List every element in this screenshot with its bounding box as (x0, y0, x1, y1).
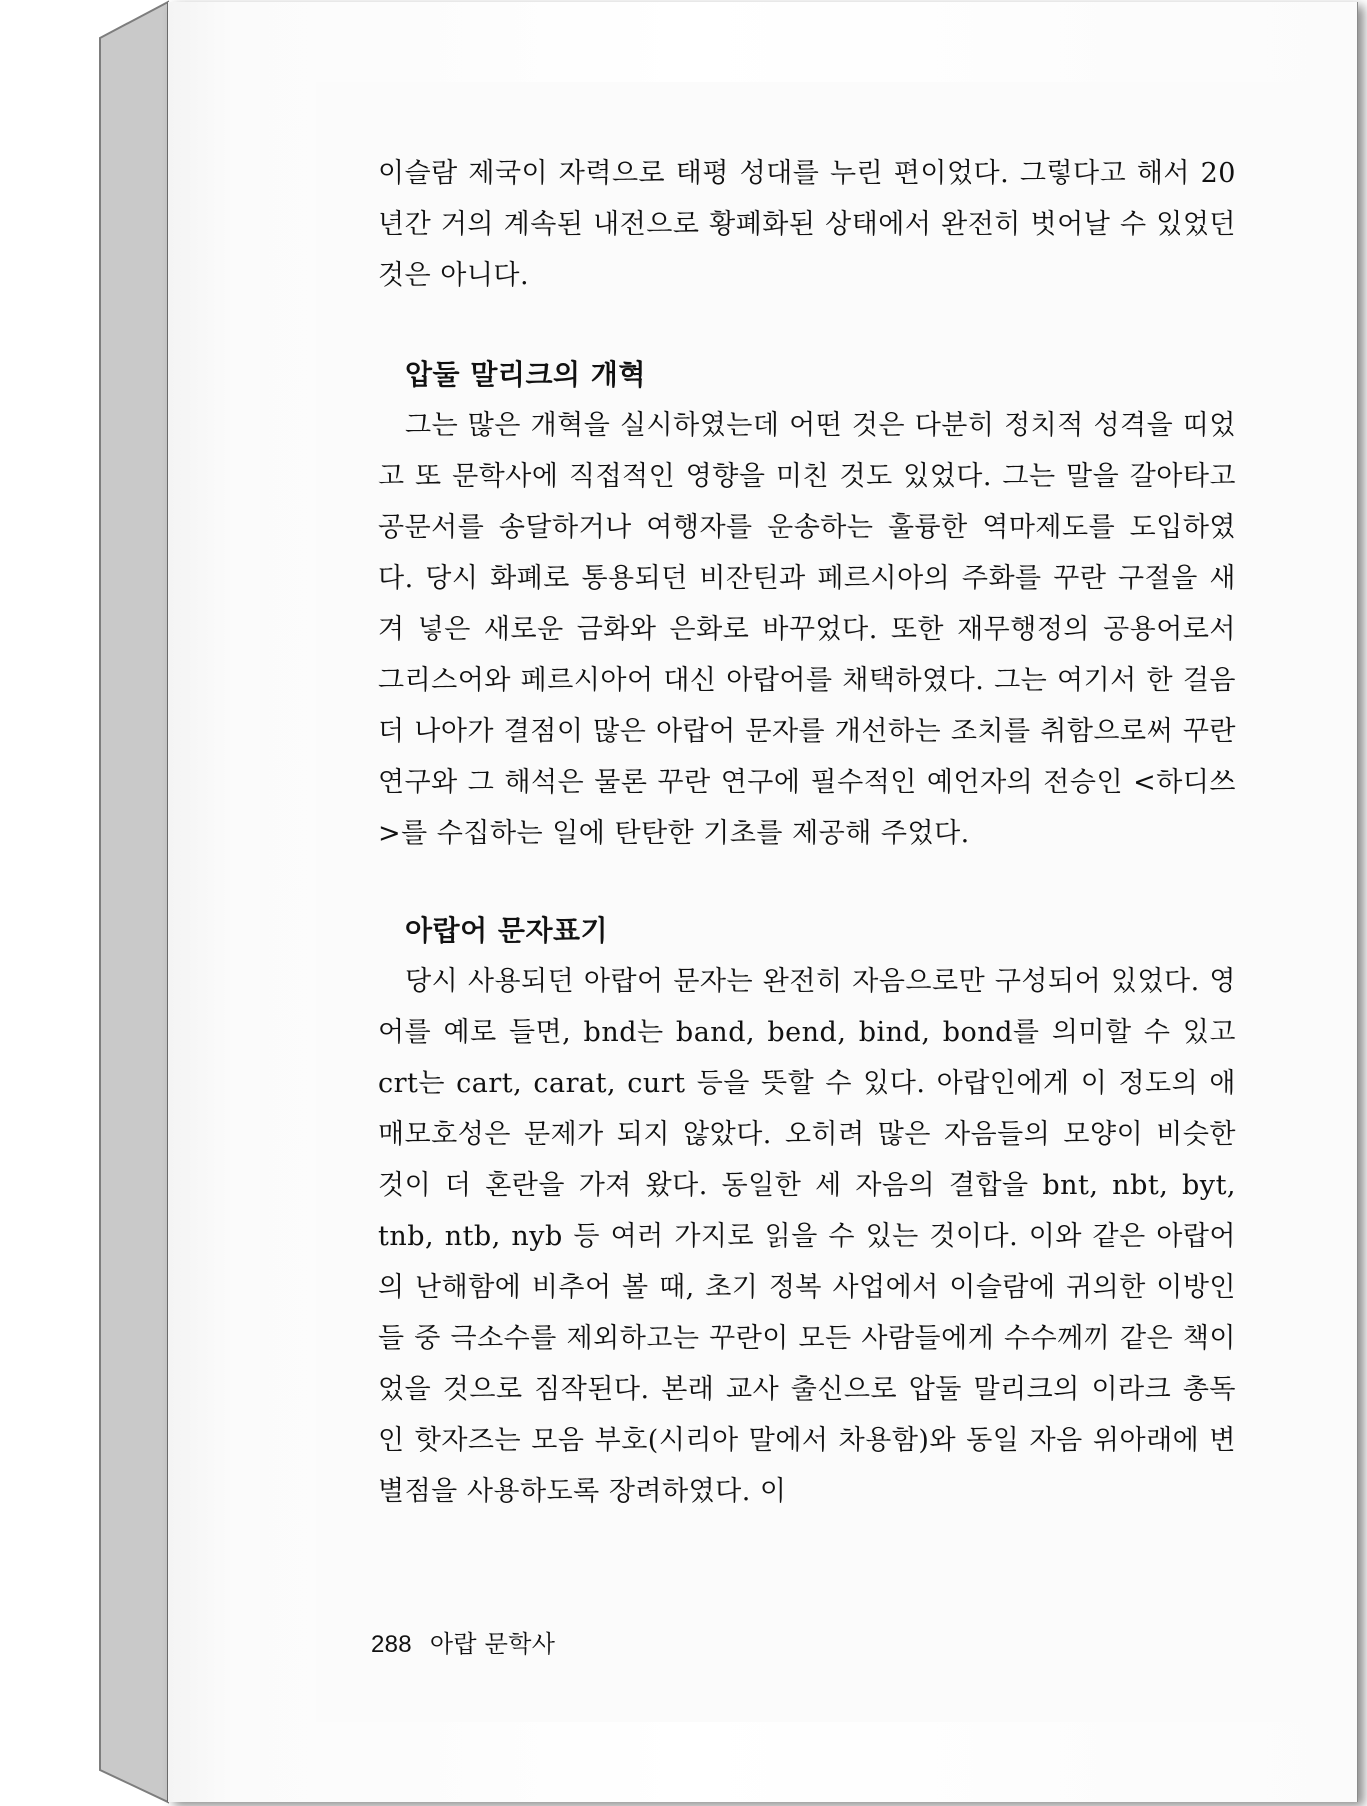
page-paper (168, 2, 1357, 1802)
section-spacer (378, 301, 1236, 349)
paragraph-intro: 이슬람 제국이 자력으로 태평 성대를 누린 편이었다. 그렇다고 해서 20년간 거의 계속된 내전으로 황폐화된 상태에서 완전히 벗어날 수 있었던 것은 아니다. (378, 158, 1236, 291)
page-footer (371, 1624, 555, 1659)
page-body (378, 148, 1236, 1517)
book-page (168, 2, 1358, 1802)
paragraph-script: 당시 사용되던 아랍어 문자는 완전히 자음으로만 구성되어 있었다. 영어를 예로 들면, bnd는 band, bend, bind, bond를 의미할 수 있고 crt는 cart, carat, curt 등을 뜻할 수 있다. 아랍인에게 이 정도의 애매모호성은 문제가 되지 않았다. 오히려 많은 자음들의 모양이 비슷한 것이 더 혼란을 가져 왔다. 동일한 세 자음의 결합을 bnt, nbt, byt, tnb, ntb, nyb 등 여러 가지로 읽을 수 있는 것이다. 이와 같은 아랍어의 난해함에 비추어 볼 때, 초기 정복 사업에서 이슬람에 귀의한 이방인들 중 극소수를 제외하고는 꾸란이 모든 사람들에게 수수께끼 같은 책이었을 것으로 짐작된다. 본래 교사 출신으로 압둘 말리크의 이라크 총독인 핫자즈는 모음 부호(시리아 말에서 차용함)와 동일 자음 위아래에 변별점을 사용하도록 장려하였다. 이 (378, 966, 1236, 1507)
section-heading-reforms: 압둘 말리크의 개혁 (405, 358, 646, 391)
section-spacer (378, 859, 1236, 905)
page-number: 288 (371, 1631, 412, 1658)
section-heading-script: 아랍어 문자표기 (405, 914, 609, 947)
book-spine (0, 0, 175, 1806)
running-title: 아랍 문학사 (429, 1630, 556, 1658)
paragraph-reforms: 그는 많은 개혁을 실시하였는데 어떤 것은 다분히 정치적 성격을 띠었고 또 문학사에 직접적인 영향을 미친 것도 있었다. 그는 말을 갈아타고 공문서를 송달하거나 여행자를 운송하는 훌륭한 역마제도를 도입하였다. 당시 화폐로 통용되던 비잔틴과 페르시아의 주화를 꾸란 구절을 새겨 넣은 새로운 금화와 은화로 바꾸었다. 또한 재무행정의 공용어로서 그리스어와 페르시아어 대신 아랍어를 채택하였다. 그는 여기서 한 걸음 더 나아가 결점이 많은 아랍어 문자를 개선하는 조치를 취함으로써 꾸란 연구와 그 해석은 물론 꾸란 연구에 필수적인 예언자의 전승인 <하디쓰>를 수집하는 일에 탄탄한 기초를 제공해 주었다. (378, 410, 1236, 849)
